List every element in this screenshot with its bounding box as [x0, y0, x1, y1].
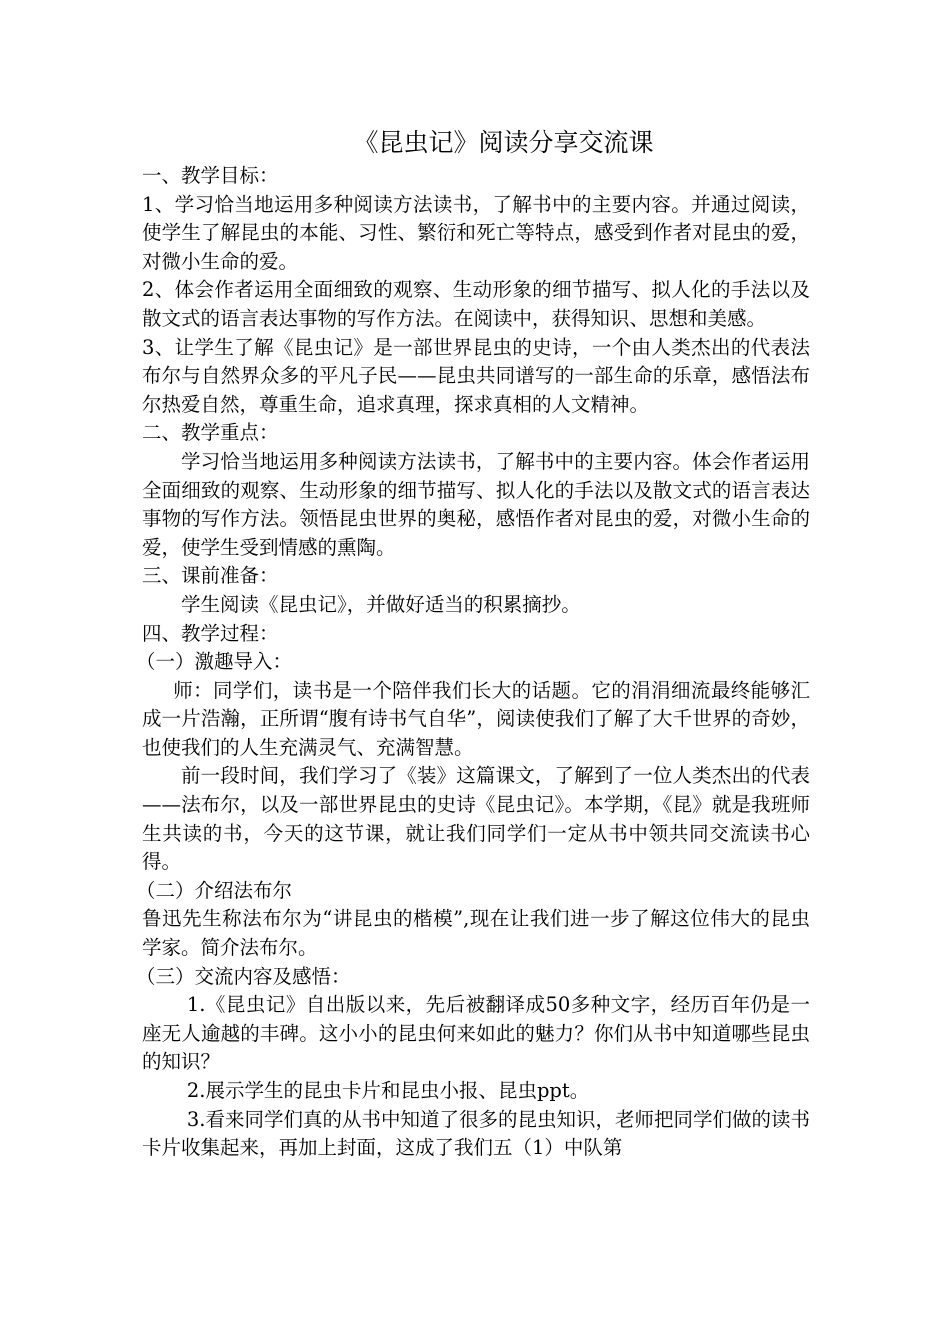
- exchange-paragraph-3: 3.看来同学们真的从书中知道了很多的昆虫知识，老师把同学们做的读书卡片收集起来，再加上封面，这成了我们五（1）中队第: [142, 1107, 810, 1160]
- step-heading-fabre: （二）介绍法布尔: [136, 878, 293, 902]
- step-heading-exchange: （三）交流内容及感悟：: [136, 964, 351, 988]
- section-heading-focus: 二、教学重点：: [142, 421, 279, 445]
- intro-paragraph-1: 师：同学们，读书是一个陪伴我们长大的话题。它的涓涓细流最终能够汇成一片浩瀚，正所谓“腹有诗书气自华”，阅读使我们了解了大千世界的奇妙，也使我们的人生充满灵气、充满智慧。: [142, 678, 810, 759]
- goal-paragraph-1: 1、学习恰当地运用多种阅读方法读书，了解书中的主要内容。并通过阅读，使学生了解昆虫的本能、习性、繁衍和死亡等特点，感受到作者对昆虫的爱，对微小生命的爱。: [142, 192, 810, 273]
- step-heading-intro: （一）激趣导入：: [136, 650, 293, 674]
- document-title: 《昆虫记》阅读分享交流课: [353, 128, 654, 157]
- section-heading-goals: 一、教学目标：: [142, 164, 279, 187]
- fabre-paragraph: 鲁迅先生称法布尔为“讲昆虫的楷模”,现在让我们进一步了解这位伟大的昆虫学家。简介法布尔。: [142, 907, 810, 960]
- document-page: [136, 128, 810, 1163]
- intro-paragraph-2: 前一段时间，我们学习了《装》这篇课文，了解到了一位人类杰出的代表——法布尔，以及一部世界昆虫的史诗《昆虫记》。本学期，《昆》就是我班师生共读的书，今天的这节课，就让我们同学们一定从书中领共同交流读书心得。: [142, 764, 810, 874]
- exchange-paragraph-1: 1.《昆虫记》自出版以来，先后被翻译成50多种文字，经历百年仍是一座无人逾越的丰碑。这小小的昆虫何来如此的魅力？你们从书中知道哪些昆虫的知识？: [142, 993, 810, 1074]
- goal-paragraph-2: 2、体会作者运用全面细致的观察、生动形象的细节描写、拟人化的手法以及散文式的语言表达事物的写作方法。在阅读中，获得知识、思想和美感。: [142, 278, 810, 330]
- goal-paragraph-3: 3、让学生了解《昆虫记》是一部世界昆虫的史诗，一个由人类杰出的代表法布尔与自然界众多的平凡子民——昆虫共同谱写的一部生命的乐章，感悟法布尔热爱自然，尊重生命，追求真理，探求真相的人文精神。: [142, 335, 810, 416]
- section-heading-prep: 三、课前准备：: [142, 564, 279, 588]
- section-heading-process: 四、教学过程：: [142, 621, 279, 645]
- exchange-paragraph-2: 2.展示学生的昆虫卡片和昆虫小报、昆虫ppt。: [186, 1079, 590, 1102]
- focus-paragraph: 学习恰当地运用多种阅读方法读书，了解书中的主要内容。体会作者运用全面细致的观察、生动形象的细节描写、拟人化的手法以及散文式的语言表达事物的写作方法。领悟昆虫世界的奥秘，感悟作者对昆虫的爱，对微小生命的爱，使学生受到情感的熏陶。: [142, 449, 810, 559]
- prep-paragraph: 学生阅读《昆虫记》，并做好适当的积累摘抄。: [181, 592, 581, 616]
